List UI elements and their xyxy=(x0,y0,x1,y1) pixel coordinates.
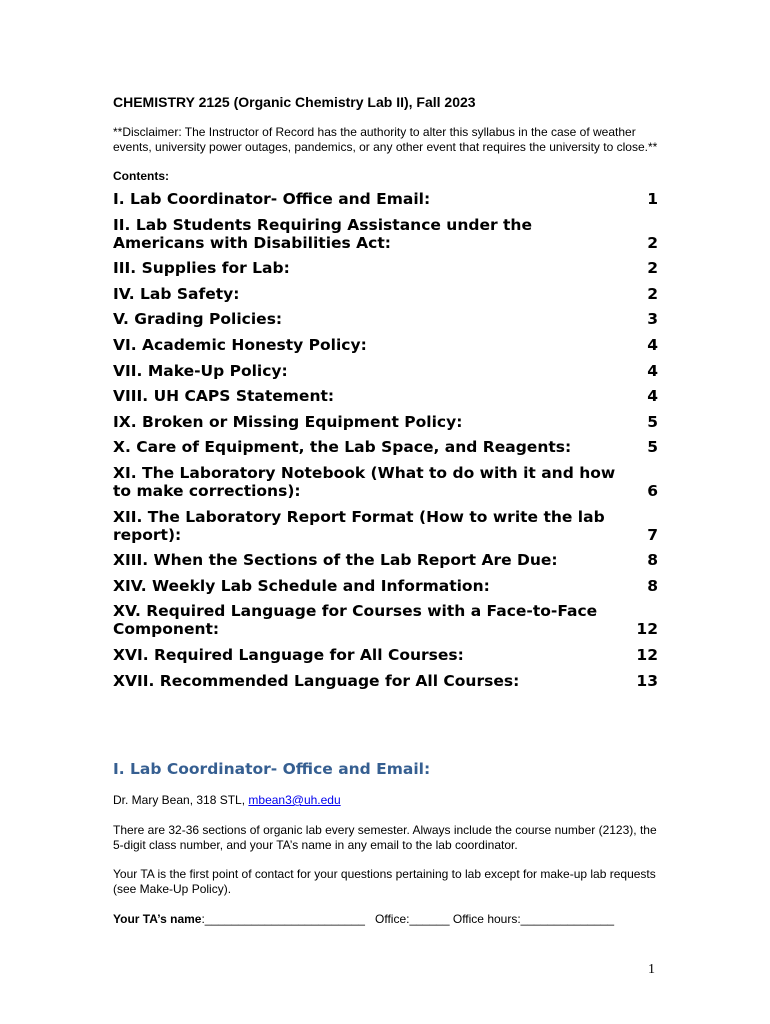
toc-entry[interactable] xyxy=(113,190,658,208)
ta-info-line xyxy=(113,912,658,927)
toc-entry-label: XVII. Recommended Language for All Courses: xyxy=(113,671,520,690)
toc-entry-page: 13 xyxy=(636,671,658,690)
toc-entry[interactable] xyxy=(113,285,658,303)
toc-entry-page: 4 xyxy=(647,361,658,380)
ta-contact-paragraph: Your TA is the first point of contact for your questions pertaining to lab except for make-up lab requests (see Make-Up Policy). xyxy=(113,867,656,896)
toc-entry-label: XIII. When the Sections of the Lab Report Are Due: xyxy=(113,551,558,570)
toc-entry-page: 3 xyxy=(647,310,658,329)
toc-entry-page: 2 xyxy=(647,233,658,252)
toc-entry[interactable] xyxy=(113,438,658,456)
toc-entry[interactable] xyxy=(113,602,658,638)
toc-entry-page: 12 xyxy=(636,620,658,639)
toc-entry-page: 2 xyxy=(647,284,658,303)
toc-entry-label: XI. The Laboratory Notebook (What to do with it and how to make corrections): xyxy=(113,463,616,500)
section-heading-lab-coordinator: I. Lab Coordinator- Office and Email: xyxy=(113,760,431,778)
toc-entry[interactable] xyxy=(113,672,658,690)
toc-entry[interactable] xyxy=(113,259,658,277)
toc-entry-page: 12 xyxy=(636,645,658,664)
toc-entry-label: XV. Required Language for Courses with a Face-to-Face Component: xyxy=(113,602,598,639)
toc-entry-label: V. Grading Policies: xyxy=(113,310,283,329)
toc-entry[interactable] xyxy=(113,646,658,664)
toc-entry-page: 4 xyxy=(647,387,658,406)
toc-entry[interactable] xyxy=(113,216,658,252)
toc-entry-label: VIII. UH CAPS Statement: xyxy=(113,387,335,406)
contents-label: Contents: xyxy=(113,169,169,183)
toc-entry-page: 5 xyxy=(647,412,658,431)
disclaimer: **Disclaimer: The Instructor of Record has the authority to alter this syllabus in the case of weather events, university power outages, pandemics, or any other event that requires the university to close.** xyxy=(113,125,658,154)
toc-entry[interactable] xyxy=(113,336,658,354)
toc-entry-label: VI. Academic Honesty Policy: xyxy=(113,335,367,354)
toc-entry[interactable] xyxy=(113,464,658,500)
toc-entry-label: X. Care of Equipment, the Lab Space, and Reagents: xyxy=(113,438,572,457)
toc-entry-label: XIV. Weekly Lab Schedule and Information: xyxy=(113,576,490,595)
toc-entry[interactable] xyxy=(113,577,658,595)
toc-entry[interactable] xyxy=(113,387,658,405)
ta-name-blank: :________________________ xyxy=(201,912,365,926)
office-hours-blank: Office hours:______________ xyxy=(452,912,615,926)
toc-entry[interactable] xyxy=(113,362,658,380)
document-title: CHEMISTRY 2125 (Organic Chemistry Lab II), Fall 2023 xyxy=(113,94,476,110)
toc-entry-page: 5 xyxy=(647,438,658,457)
toc-entry-page: 8 xyxy=(647,576,658,595)
toc-entry-label: XII. The Laboratory Report Format (How to write the lab report): xyxy=(113,507,605,544)
toc-entry-label: VII. Make-Up Policy: xyxy=(113,361,288,380)
toc-entry-page: 4 xyxy=(647,335,658,354)
toc-entry[interactable] xyxy=(113,310,658,328)
office-blank: Office:______ xyxy=(375,912,450,926)
toc-entry-label: IX. Broken or Missing Equipment Policy: xyxy=(113,412,463,431)
toc-entry-label: III. Supplies for Lab: xyxy=(113,259,290,278)
table-of-contents xyxy=(113,190,658,690)
course-number-paragraph: There are 32-36 sections of organic lab every semester. Always include the course number (2123), the 5-digit class number, and your TA’s name in any email to the lab coordinator. xyxy=(113,823,657,852)
toc-entry-label: II. Lab Students Requiring Assistance under the Americans with Disabilities Act: xyxy=(113,215,532,252)
toc-entry[interactable] xyxy=(113,551,658,569)
document-page xyxy=(113,93,658,697)
page-number: 1 xyxy=(648,962,655,977)
toc-entry-label: IV. Lab Safety: xyxy=(113,284,240,303)
toc-entry[interactable] xyxy=(113,508,658,544)
coordinator-name-office: Dr. Mary Bean, 318 STL, xyxy=(113,793,249,807)
toc-entry[interactable] xyxy=(113,413,658,431)
toc-entry-page: 2 xyxy=(647,259,658,278)
toc-entry-page: 7 xyxy=(647,525,658,544)
coordinator-line xyxy=(113,793,658,808)
toc-entry-page: 6 xyxy=(647,481,658,500)
toc-entry-page: 8 xyxy=(647,551,658,570)
toc-entry-label: XVI. Required Language for All Courses: xyxy=(113,645,464,664)
coordinator-email-link[interactable]: mbean3@uh.edu xyxy=(248,793,341,807)
toc-entry-page: 1 xyxy=(647,190,658,208)
toc-entry-label: I. Lab Coordinator- Office and Email: xyxy=(113,190,431,208)
ta-name-label: Your TA’s name xyxy=(113,912,202,926)
